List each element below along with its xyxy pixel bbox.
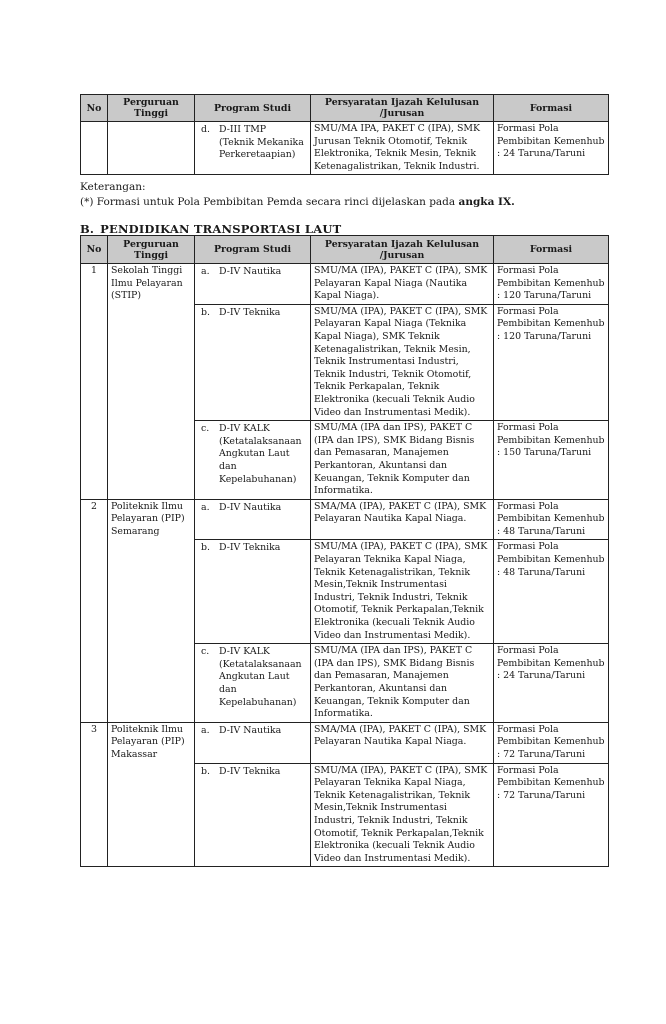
table-row (81, 499, 609, 540)
program-name: D-IV Nautika (219, 501, 282, 513)
program-letter: b. (201, 542, 210, 554)
program-name: D-IV Teknika (219, 306, 281, 318)
header-formasi: Formasi (494, 95, 609, 122)
program-letter: a. (201, 501, 210, 513)
program-name: D-IV Nautika (219, 724, 282, 736)
program-cell (195, 122, 311, 175)
program-name: D-IV Nautika (219, 266, 282, 277)
header-program: Program Studi (195, 236, 311, 264)
top-table (80, 94, 609, 175)
header-perguruan: Perguruan Tinggi (108, 95, 195, 122)
formasi-cell: Formasi Pola Pembibitan Kemenhub : 150 Taruna/Taruni (494, 421, 609, 500)
persyaratan-cell: SMU/MA IPA, PAKET C (IPA), SMK Jurusan Teknik Otomotif, Teknik Elektronika, Teknik Mesin, Teknik Ketenagalistrikan, Teknik Industri. (311, 122, 494, 175)
section-letter: B. (80, 222, 95, 236)
header-persyaratan: Persyaratan Ijazah Kelulusan /Jurusan (311, 236, 494, 264)
no-cell (81, 122, 108, 175)
header-row (81, 236, 609, 264)
program-name: D-IV KALK (Ketatalaksanaan Angkutan Laut dan Kepelabuhanan) (219, 646, 302, 708)
header-perguruan: Perguruan Tinggi (108, 236, 195, 264)
keterangan-note-text: (*) Formasi untuk Pola Pembibitan Pemda secara rinci dijelaskan pada (80, 196, 456, 208)
header-no: No (81, 236, 108, 264)
table-row (81, 122, 609, 175)
header-program: Program Studi (195, 95, 311, 122)
persyaratan-cell: SMU/MA (IPA), PAKET C (IPA), SMK Pelayaran Teknika Kapal Niaga, Teknik Ketenagalistrikan, Teknik Mesin,Teknik Instrumentasi Industri, Teknik Industri, Teknik Otomotif, Teknik Perkapalan,Teknik Elektronika (kecuali Teknik Audio Video dan Instrumentasi Medik). (311, 763, 494, 867)
table-row (81, 264, 609, 305)
persyaratan-cell: SMU/MA (IPA), PAKET C (IPA), SMK Pelayaran Kapal Niaga (Nautika Kapal Niaga). (311, 264, 494, 305)
header-persyaratan: Persyaratan Ijazah Kelulusan /Jurusan (311, 95, 494, 122)
transport-laut-table (80, 235, 609, 867)
header-formasi: Formasi (494, 236, 609, 264)
program-cell (195, 304, 311, 420)
program-name: D-IV Teknika (219, 765, 281, 777)
section-heading (80, 222, 341, 236)
formasi-cell: Formasi Pola Pembibitan Kemenhub : 120 Taruna/Taruni (494, 264, 609, 305)
header-no: No (81, 95, 108, 122)
formasi-cell: Formasi Pola Pembibitan Kemenhub : 72 Taruna/Taruni (494, 763, 609, 867)
persyaratan-cell: SMU/MA (IPA), PAKET C (IPA), SMK Pelayaran Kapal Niaga (Teknika Kapal Niaga), SMK Teknik Ketenagalistrikan, Teknik Mesin, Teknik Instrumentasi Industri, Teknik Industri, Teknik Otomotif, Teknik Perkapalan, Teknik Elektronika (kecuali Teknik Audio Video dan Instrumentasi Medik). (311, 304, 494, 420)
program-cell (195, 499, 311, 540)
institution-name: Politeknik Ilmu Pelayaran (PIP) Makassar (108, 722, 195, 867)
program-cell (195, 421, 311, 500)
institution-name: Sekolah Tinggi Ilmu Pelayaran (STIP) (108, 264, 195, 500)
keterangan-note (80, 195, 515, 209)
program-letter: b. (201, 765, 210, 777)
program-name: D-IV KALK (Ketatalaksanaan Angkutan Laut dan Kepelabuhanan) (219, 423, 302, 485)
formasi-cell: Formasi Pola Pembibitan Kemenhub : 48 Taruna/Taruni (494, 499, 609, 540)
row-number: 1 (81, 264, 108, 500)
row-number: 3 (81, 722, 108, 867)
program-cell (195, 763, 311, 867)
formasi-cell: Formasi Pola Pembibitan Kemenhub : 72 Taruna/Taruni (494, 722, 609, 763)
program-letter: a. (201, 724, 210, 736)
formasi-cell: Formasi Pola Pembibitan Kemenhub : 120 Taruna/Taruni (494, 304, 609, 420)
program-cell (195, 722, 311, 763)
formasi-cell: Formasi Pola Pembibitan Kemenhub : 48 Taruna/Taruni (494, 540, 609, 644)
program-cell (195, 644, 311, 723)
persyaratan-cell: SMA/MA (IPA), PAKET C (IPA), SMK Pelayaran Nautika Kapal Niaga. (311, 499, 494, 540)
header-row (81, 95, 609, 122)
section-title: PENDIDIKAN TRANSPORTASI LAUT (100, 222, 342, 236)
program-letter: d. (201, 124, 210, 135)
program-letter: b. (201, 306, 210, 318)
row-number: 2 (81, 499, 108, 722)
formasi-cell: Formasi Pola Pembibitan Kemenhub : 24 Taruna/Taruni (494, 122, 609, 175)
institution-name: Politeknik Ilmu Pelayaran (PIP) Semarang (108, 499, 195, 722)
persyaratan-cell: SMU/MA (IPA), PAKET C (IPA), SMK Pelayaran Teknika Kapal Niaga, Teknik Ketenagalistrikan, Teknik Mesin,Teknik Instrumentasi Industri, Teknik Industri, Teknik Otomotif, Teknik Perkapalan,Teknik Elektronika (kecuali Teknik Audio Video dan Instrumentasi Medik). (311, 540, 494, 644)
program-name: D-IV Teknika (219, 542, 281, 554)
keterangan-note-bold: angka IX. (458, 196, 515, 208)
program-cell (195, 540, 311, 644)
perguruan-cell (108, 122, 195, 175)
program-letter: c. (201, 646, 210, 658)
program-letter: a. (201, 266, 210, 277)
program-letter: c. (201, 423, 210, 435)
persyaratan-cell: SMU/MA (IPA dan IPS), PAKET C (IPA dan IPS), SMK Bidang Bisnis dan Pemasaran, Manajemen Perkantoran, Akuntansi dan Keuangan, Teknik Komputer dan Informatika. (311, 644, 494, 723)
formasi-cell: Formasi Pola Pembibitan Kemenhub : 24 Taruna/Taruni (494, 644, 609, 723)
table-row (81, 722, 609, 763)
program-cell (195, 264, 311, 305)
program-name: D-III TMP (Teknik Mekanika Perkeretaapian) (219, 124, 304, 161)
persyaratan-cell: SMU/MA (IPA dan IPS), PAKET C (IPA dan IPS), SMK Bidang Bisnis dan Pemasaran, Manajemen Perkantoran, Akuntansi dan Keuangan, Teknik Komputer dan Informatika. (311, 421, 494, 500)
keterangan-label: Keterangan: (80, 181, 146, 193)
persyaratan-cell: SMA/MA (IPA), PAKET C (IPA), SMK Pelayaran Nautika Kapal Niaga. (311, 722, 494, 763)
